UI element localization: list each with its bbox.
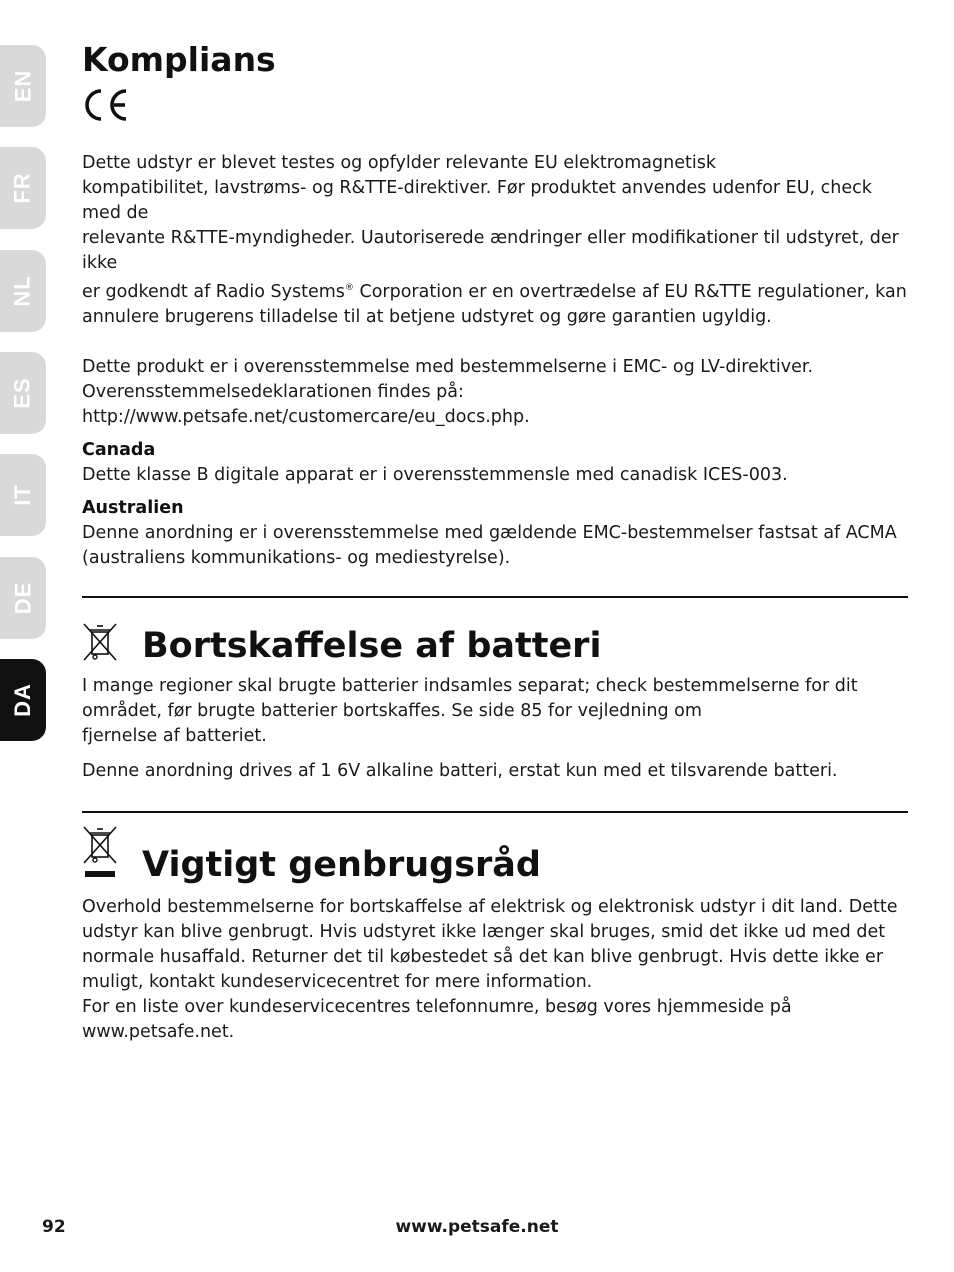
compliance-para1-line: kompatibilitet, lavstrøms- og R&TTE-direktiver. Før produktet anvendes udenfor EU, check med de bbox=[82, 178, 872, 223]
compliance-para1-line bbox=[82, 276, 908, 305]
recycling-line: udstyr kan blive genbrugt. Hvis udstyret ikke længer skal bruges, smid det ikke ud med det bbox=[82, 921, 886, 942]
section-divider bbox=[82, 811, 908, 813]
recycling-header bbox=[82, 825, 908, 885]
tab-label: ES bbox=[9, 377, 35, 409]
canada-text: Dette klasse B digitale apparat er i overensstemmensle med canadisk ICES-003. bbox=[82, 464, 788, 485]
text-segment: Corporation er en overtrædelse af EU R&TTE regulationer, kan bbox=[353, 281, 907, 302]
registered-mark: ® bbox=[344, 283, 354, 293]
australia-text: (australiens kommunikations- og mediestyrelse). bbox=[82, 547, 511, 568]
crossed-bin-bar-icon bbox=[82, 825, 120, 885]
compliance-para2-line: Dette produkt er i overensstemmelse med bestemmelserne i EMC- og LV-direktiver. bbox=[82, 356, 814, 377]
recycling-title: Vigtigt genbrugsråd bbox=[142, 844, 541, 885]
compliance-url: http://www.petsafe.net/customercare/eu_docs.php. bbox=[82, 406, 530, 427]
recycling-line: muligt, kontakt kundeservicecentret for mere information. bbox=[82, 971, 593, 992]
compliance-para1-line: Dette udstyr er blevet testes og opfylder relevante EU elektromagnetisk bbox=[82, 153, 716, 173]
tab-nl[interactable] bbox=[0, 250, 46, 332]
tab-fr[interactable] bbox=[0, 147, 46, 229]
crossed-bin-icon bbox=[82, 622, 120, 666]
battery-title: Bortskaffelse af batteri bbox=[142, 625, 602, 666]
tab-da[interactable] bbox=[0, 659, 46, 741]
tab-it[interactable] bbox=[0, 454, 46, 536]
battery-para1-line: området, før brugte batterier bortskaffes. Se side 85 for vejledning om bbox=[82, 700, 702, 721]
battery-header bbox=[82, 622, 908, 666]
ce-mark-icon bbox=[82, 87, 908, 123]
footer-url: www.petsafe.net bbox=[395, 1217, 559, 1237]
tab-de[interactable] bbox=[0, 557, 46, 639]
text-segment: er godkendt af Radio Systems bbox=[82, 281, 345, 302]
compliance-para1-line: relevante R&TTE-myndigheder. Uautoriserede ændringer eller modifikationer til udstyret, der ikke bbox=[82, 228, 899, 273]
battery-para1-line: fjernelse af batteriet. bbox=[82, 725, 267, 746]
canada-heading: Canada bbox=[82, 439, 156, 460]
compliance-para2-line: Overensstemmelsedeklarationen findes på: bbox=[82, 381, 464, 402]
australia-text: Denne anordning er i overensstemmelse med gældende EMC-bestemmelser fastsat af ACMA bbox=[82, 522, 897, 543]
battery-para1-line: I mange regioner skal brugte batterier indsamles separat; check bestemmelserne for dit bbox=[82, 675, 858, 696]
recycling-line: Overhold bestemmelserne for bortskaffelse af elektrisk og elektronisk udstyr i dit land. Dette bbox=[82, 896, 898, 917]
tab-label: DE bbox=[10, 581, 35, 615]
australia-heading: Australien bbox=[82, 497, 184, 518]
recycling-link: www.petsafe.net. bbox=[82, 1021, 235, 1042]
tab-label: IT bbox=[10, 484, 35, 506]
tab-label: NL bbox=[9, 275, 35, 307]
tab-label: EN bbox=[10, 69, 35, 103]
battery-para2: Denne anordning drives af 1 6V alkaline batteri, erstat kun med et tilsvarende batteri. bbox=[82, 760, 838, 781]
recycling-line: normale husaffald. Returner det til købestedet så det kan blive genbrugt. Hvis dette ikke er bbox=[82, 946, 884, 967]
page-number: 92 bbox=[42, 1217, 66, 1237]
compliance-para1-line: annulere brugerens tilladelse til at betjene udstyret og gøre garantien ugyldig. bbox=[82, 306, 772, 327]
recycling-line: For en liste over kundeservicecentres telefonnumre, besøg vores hjemmeside på bbox=[82, 996, 792, 1017]
tab-label: FR bbox=[9, 172, 35, 204]
tab-label: DA bbox=[10, 683, 35, 717]
tab-es[interactable] bbox=[0, 352, 46, 434]
tab-en[interactable] bbox=[0, 45, 46, 127]
section-divider bbox=[82, 596, 908, 598]
compliance-title: Komplians bbox=[82, 40, 276, 79]
page-content bbox=[82, 40, 908, 1045]
